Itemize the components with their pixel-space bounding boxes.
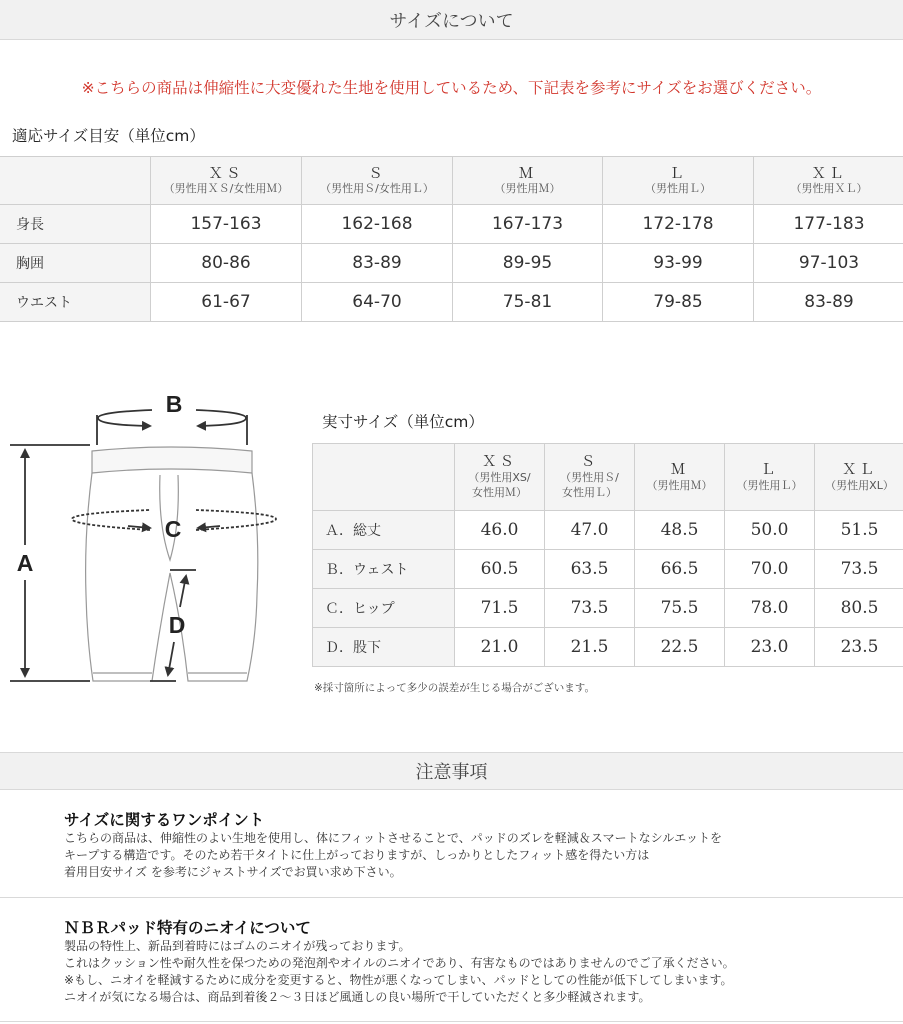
size-sub: （男性用Ｓ/ — [560, 471, 619, 484]
column-header — [754, 157, 903, 205]
table-cell: 79-85 — [603, 283, 754, 322]
table-cell: 177-183 — [754, 205, 903, 244]
note-line: 製品の特性上、新品到着時にはゴムのニオイが残っております。 — [64, 939, 411, 953]
table-cell: 23.5 — [815, 628, 903, 667]
table-row — [0, 205, 903, 244]
note-size-tip — [64, 810, 722, 881]
row-label: Ａ．総丈 — [313, 511, 455, 550]
table-cell: 78.0 — [725, 589, 815, 628]
row-label: Ｃ．ヒップ — [313, 589, 455, 628]
corner-cell — [0, 157, 151, 205]
table-cell: 80.5 — [815, 589, 903, 628]
shorts-measurement-diagram — [0, 385, 310, 695]
size-sub: （男性用ＸＳ/女性用Ｍ） — [163, 181, 289, 195]
size-name: Ｍ — [670, 461, 689, 478]
size-sub: （男性用Ｍ） — [494, 181, 561, 195]
size-sub: （男性用Ｍ） — [646, 478, 713, 492]
table-cell: 48.5 — [635, 511, 725, 550]
size-name: Ｌ — [669, 165, 687, 182]
table-cell: 60.5 — [455, 550, 545, 589]
table-cell: 172-178 — [603, 205, 754, 244]
size-sub: （男性用ＸＬ） — [790, 181, 868, 195]
table-cell: 21.0 — [455, 628, 545, 667]
size-name: Ｓ — [580, 454, 599, 470]
size-guide-table — [0, 156, 903, 322]
row-label: Ｂ．ウェスト — [313, 550, 455, 589]
size-name: ＸＬ — [842, 461, 877, 478]
table-cell: 21.5 — [545, 628, 635, 667]
divider — [0, 1021, 903, 1022]
measurement-footnote: ※採寸箇所によって多少の誤差が生じる場合がございます。 — [314, 682, 595, 694]
column-header — [815, 444, 903, 511]
size-sub: 女性用Ｌ） — [562, 486, 617, 499]
note-line: ニオイが気になる場合は、商品到着後２～３日ほど風通しの良い場所で干していただくと多少軽減されます。 — [64, 990, 651, 1004]
size-guide-label: 適応サイズ目安（単位cm） — [12, 127, 205, 145]
size-sub: 女性用Ｍ） — [472, 486, 527, 499]
note-title: ＮＢＲパッド特有のニオイについて — [64, 919, 311, 937]
size-sub: （男性用Ｌ） — [736, 478, 803, 492]
section-title: サイズについて — [389, 10, 514, 32]
table-row — [313, 628, 903, 667]
note-line: キープする構造です。そのため若干タイトに仕上がっておりますが、しっかりとしたフィット感を得たい方は — [64, 848, 650, 862]
table-row — [313, 589, 903, 628]
divider — [0, 897, 903, 898]
table-header-row — [0, 157, 903, 205]
size-sub: （男性用XS/ — [468, 471, 531, 484]
table-cell: 47.0 — [545, 511, 635, 550]
label-c: C — [164, 516, 182, 542]
table-row — [0, 244, 903, 283]
column-header — [603, 157, 754, 205]
note-line: これはクッション性や耐久性を保つための発泡剤やオイルのニオイであり、有害なものではありませんのでご了承ください。 — [64, 956, 735, 970]
column-header — [635, 444, 725, 511]
table-cell: 75.5 — [635, 589, 725, 628]
note-line: 着用目安サイズ を参考にジャストサイズでお買い求め下さい。 — [64, 865, 402, 879]
table-cell: 71.5 — [455, 589, 545, 628]
table-cell: 66.5 — [635, 550, 725, 589]
note-line: ※もし、ニオイを軽減するために成分を変更すると、物性が悪くなってしまい、パッドとしての性能が低下してしまいます。 — [64, 973, 733, 987]
table-cell: 89-95 — [453, 244, 603, 283]
table-cell: 64-70 — [302, 283, 453, 322]
size-name: Ｓ — [368, 165, 386, 182]
size-name: ＸＬ — [811, 165, 847, 182]
table-cell: 97-103 — [754, 244, 903, 283]
table-row — [0, 283, 903, 322]
column-header — [453, 157, 603, 205]
label-d: D — [168, 612, 186, 638]
table-cell: 46.0 — [455, 511, 545, 550]
actual-size-table — [312, 443, 903, 667]
table-cell: 73.5 — [545, 589, 635, 628]
table-cell: 61-67 — [151, 283, 302, 322]
label-a: A — [16, 550, 34, 576]
column-header — [455, 444, 545, 511]
table-cell: 75-81 — [453, 283, 603, 322]
table-row — [313, 550, 903, 589]
section-header-notes — [0, 752, 903, 790]
note-title: サイズに関するワンポイント — [64, 811, 265, 829]
note-nbr-odor — [64, 918, 735, 1006]
table-cell: 70.0 — [725, 550, 815, 589]
table-cell: 63.5 — [545, 550, 635, 589]
label-b: B — [165, 391, 183, 417]
row-label: ウエスト — [0, 283, 151, 322]
table-cell: 51.5 — [815, 511, 903, 550]
size-sub: （男性用Ｓ/女性用Ｌ） — [320, 181, 434, 195]
column-header — [151, 157, 302, 205]
table-cell: 162-168 — [302, 205, 453, 244]
size-name: ＸＳ — [208, 165, 244, 182]
size-name: ＸＳ — [482, 454, 517, 470]
size-name: Ｌ — [760, 461, 779, 478]
row-label: 身長 — [0, 205, 151, 244]
size-notice: ※こちらの商品は伸縮性に大変優れた生地を使用しているため、下記表を参考にサイズをお選びください。 — [81, 79, 822, 97]
column-header — [725, 444, 815, 511]
table-cell: 50.0 — [725, 511, 815, 550]
corner-cell — [313, 444, 455, 511]
table-cell: 23.0 — [725, 628, 815, 667]
table-header-row — [313, 444, 903, 511]
table-row — [313, 511, 903, 550]
column-header — [302, 157, 453, 205]
table-cell: 22.5 — [635, 628, 725, 667]
row-label: Ｄ．股下 — [313, 628, 455, 667]
note-line: こちらの商品は、伸縮性のよい生地を使用し、体にフィットさせることで、パッドのズレを軽減＆スマートなシルエットを — [64, 831, 723, 845]
section-header-size — [0, 0, 903, 40]
table-cell: 93-99 — [603, 244, 754, 283]
row-label: 胸囲 — [0, 244, 151, 283]
table-cell: 80-86 — [151, 244, 302, 283]
table-cell: 73.5 — [815, 550, 903, 589]
table-cell: 83-89 — [302, 244, 453, 283]
section-title: 注意事項 — [415, 762, 488, 783]
shorts-outline — [86, 447, 258, 681]
table-cell: 83-89 — [754, 283, 903, 322]
actual-size-label: 実寸サイズ（単位cm） — [322, 413, 484, 431]
table-cell: 167-173 — [453, 205, 603, 244]
column-header — [545, 444, 635, 511]
table-cell: 157-163 — [151, 205, 302, 244]
size-name: Ｍ — [518, 165, 537, 182]
size-sub: （男性用Ｌ） — [645, 181, 711, 195]
size-sub: （男性用XL） — [825, 478, 894, 492]
